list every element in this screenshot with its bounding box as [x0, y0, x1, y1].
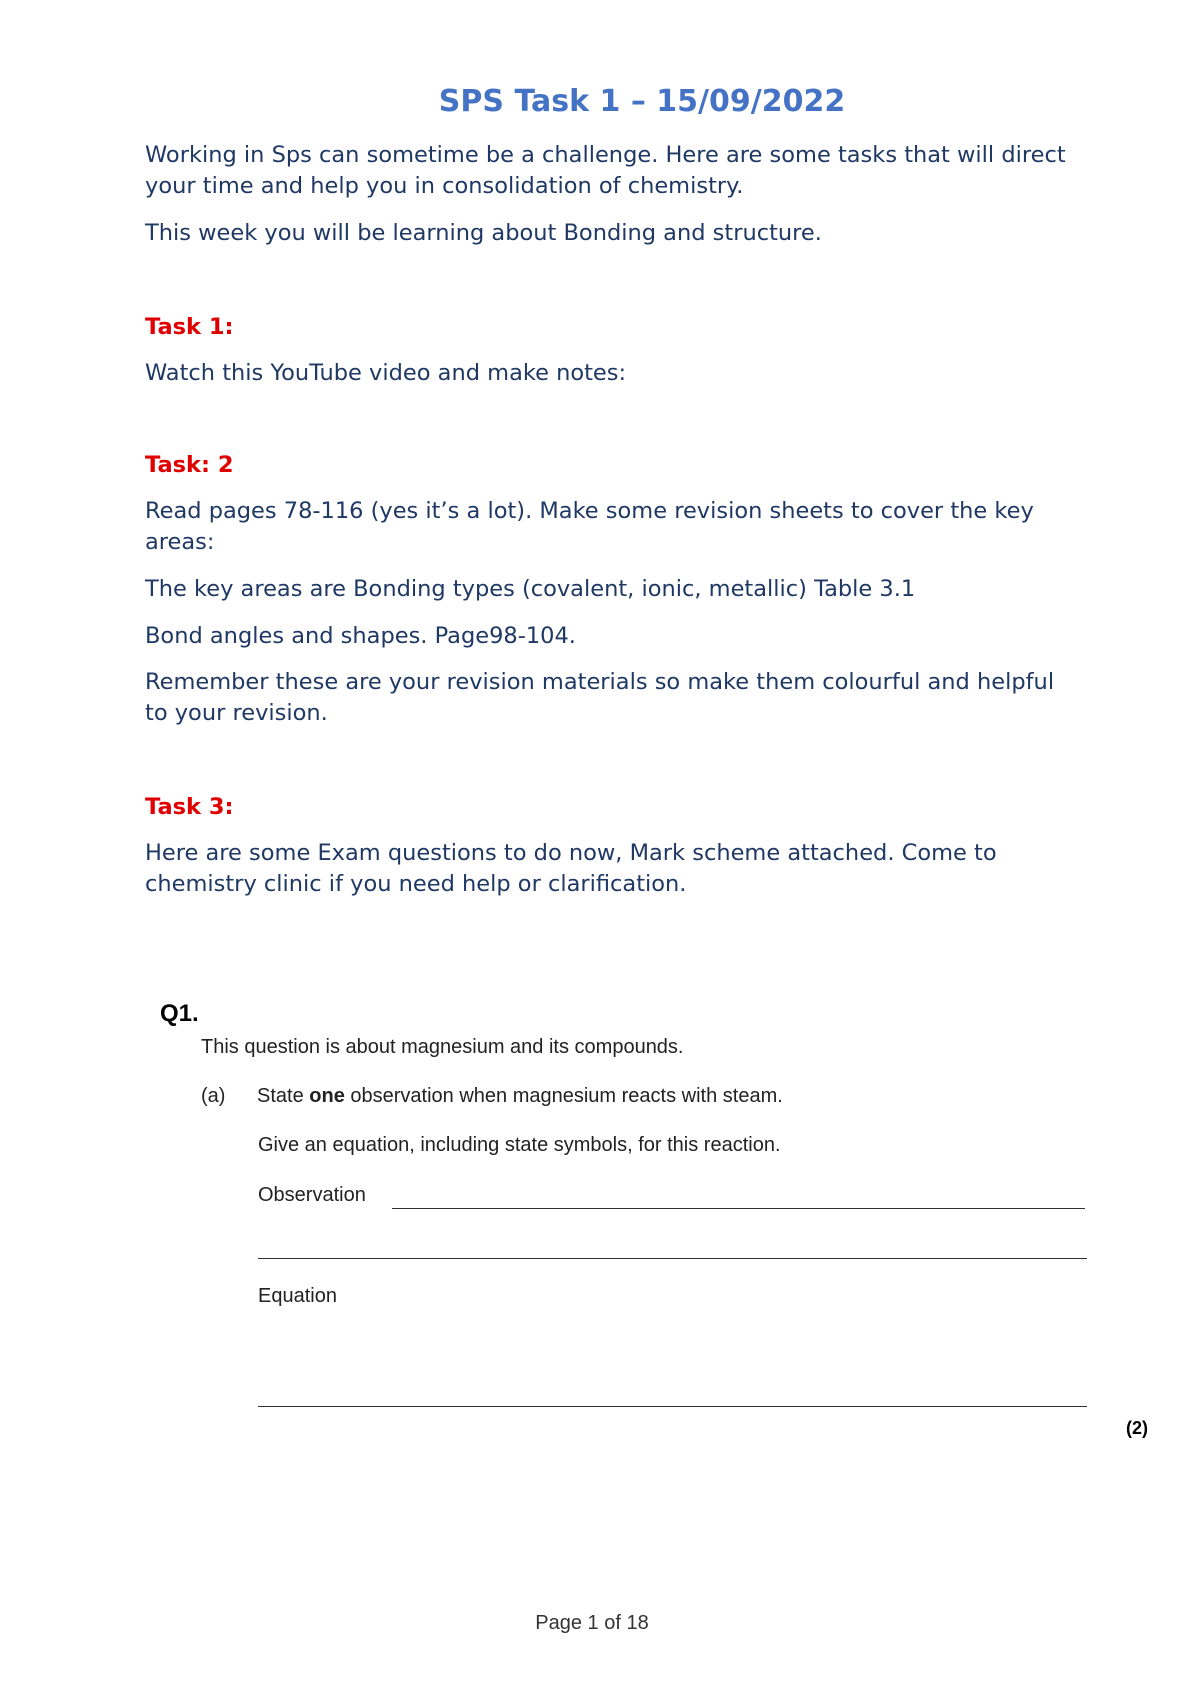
task-1-heading: Task 1:: [145, 314, 234, 340]
task-2-read-line: areas:: [145, 529, 215, 555]
task-2-heading: Task: 2: [145, 452, 234, 478]
task-2-bond-angles: Bond angles and shapes. Page98-104.: [145, 623, 576, 649]
part-question: [257, 1084, 783, 1108]
observation-label: Observation: [258, 1184, 366, 1206]
question-intro: This question is about magnesium and its compounds.: [201, 1036, 684, 1058]
observation-answer-line[interactable]: [392, 1208, 1085, 1209]
part-instruction: Give an equation, including state symbols, for this reaction.: [258, 1134, 781, 1156]
task-2-remember: [145, 667, 1155, 729]
task-2-remember-line: to your revision.: [145, 700, 328, 726]
part-emphasis: one: [309, 1085, 345, 1107]
task-2-read: [145, 496, 1155, 558]
task-1-text: Watch this YouTube video and make notes:: [145, 360, 627, 386]
equation-answer-line[interactable]: [258, 1406, 1087, 1407]
equation-label: Equation: [258, 1285, 337, 1307]
document-title: SPS Task 1 – 15/09/2022: [438, 84, 846, 119]
part-prefix: State: [257, 1085, 310, 1107]
task-3-text-line: chemistry clinic if you need help or clarification.: [145, 871, 687, 897]
intro-line: Working in Sps can sometime be a challenge. Here are some tasks that will direct: [145, 142, 1066, 168]
task-2-read-line: Read pages 78-116 (yes it’s a lot). Make some revision sheets to cover the key: [145, 498, 1034, 524]
marks-label: (2): [1126, 1418, 1148, 1438]
task-2-key-areas: The key areas are Bonding types (covalent, ionic, metallic) Table 3.1: [145, 576, 916, 602]
task-3-text: [145, 838, 1155, 900]
intro-line: your time and help you in consolidation of chemistry.: [145, 173, 744, 199]
task-2-remember-line: Remember these are your revision materials so make them colourful and helpful: [145, 669, 1055, 695]
task-3-heading: Task 3:: [145, 794, 234, 820]
intro-week: This week you will be learning about Bonding and structure.: [145, 220, 822, 246]
task-3-text-line: Here are some Exam questions to do now, Mark scheme attached. Come to: [145, 840, 997, 866]
question-number: Q1.: [160, 1000, 199, 1027]
part-suffix: observation when magnesium reacts with steam.: [344, 1085, 783, 1107]
page-footer: Page 1 of 18: [535, 1612, 649, 1634]
part-label: (a): [201, 1085, 226, 1107]
observation-answer-line-2[interactable]: [258, 1258, 1087, 1259]
intro-paragraph: [145, 140, 1155, 202]
